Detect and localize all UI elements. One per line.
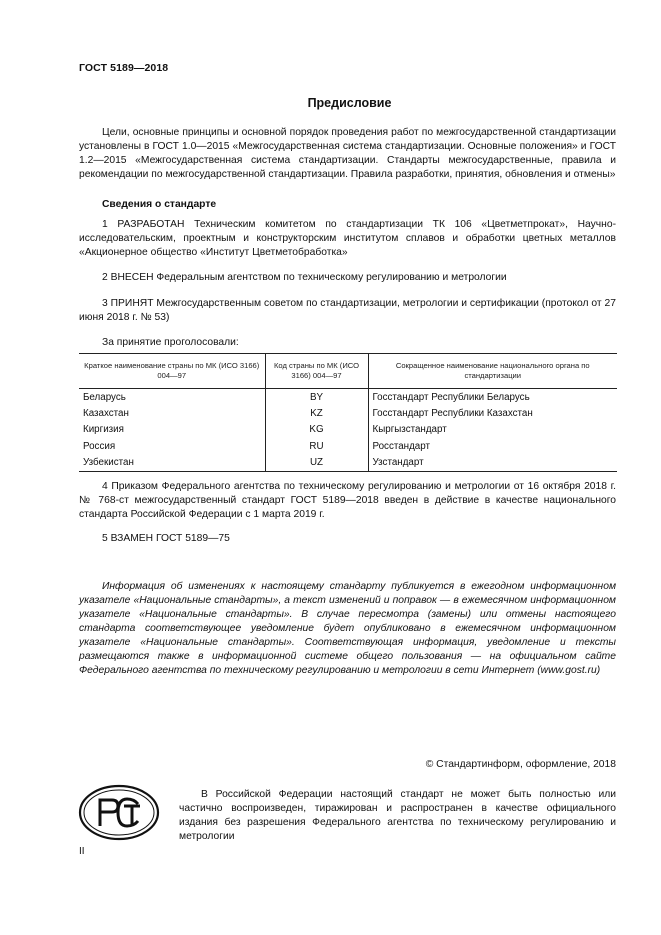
voted-label-text: За принятие проголосовали: [102,337,239,348]
page-number: II [79,846,85,857]
reproduction-notice [179,788,616,844]
rst-logo-icon [78,784,160,841]
cell-body: Кыргызстандарт [368,422,617,438]
cell-country: Киргизия [83,424,124,436]
item-developed [79,218,616,260]
cell-code: RU [265,438,368,454]
item-replaces [79,532,616,546]
table-row [79,422,617,438]
item-introduced-text: 2 ВНЕСЕН Федеральным агентством по техническому регулированию и метрологии [102,272,507,283]
document-id: ГОСТ 5189—2018 [79,62,169,74]
column-header-country: Краткое наименование страны по МК (ИСО 3166) 004—97 [79,354,265,389]
item-introduced [79,271,616,285]
table-row [79,455,617,472]
member-states-table [79,353,617,472]
cell-body: Росстандарт [368,438,617,454]
column-header-code: Код страны по МК (ИСО 3166) 004—97 [265,354,368,389]
rst-certification-logo [78,784,160,841]
section-heading: Сведения о стандарте [102,199,217,210]
item-adopted [79,297,616,325]
cell-body: Госстандарт Республики Беларусь [368,389,617,406]
changes-note-text: Информация об изменениях к настоящему стандарту публикуется в ежегодном информационном указателе «Национальные стандарты», а текст изменений и поправок — в ежемесячном информационном указателе «Национальные стандарты». В случае пересмотра (замены) или отмены настоящего стандарта соответствующее уведомление будет опубликовано в ежемесячном информационном указателе «Национальные стандарты». Соответствующая информация, уведомление и тексты размещаются также в информационной системе общего пользования — на официальном сайте Федерального агентства по техническому регулированию и метрологии в сети Интернет (www.gost.ru) [79,581,616,676]
table-row [79,405,617,421]
cell-country: Россия [83,440,116,452]
voted-label [79,336,616,350]
cell-body: Узстандарт [368,455,617,472]
changes-note [79,580,616,678]
reproduction-notice-text: В Российской Федерации настоящий стандарт не может быть полностью или частично воспроизведен, тиражирован и распространен в качестве официального издания без разрешения Федерального агентства по техническому регулированию и метрологии [179,789,616,842]
cell-code: BY [265,389,368,406]
cell-country: Казахстан [83,408,129,420]
table-row [79,389,617,406]
table-row [79,438,617,454]
item-adopted-text: 3 ПРИНЯТ Межгосударственным советом по стандартизации, метрологии и сертификации (протокол от 27 июня 2018 г. № 53) [79,298,616,323]
cell-code: UZ [265,455,368,472]
cell-country: Узбекистан [79,455,265,472]
cell-country: Беларусь [83,391,126,403]
item-developed-text: 1 РАЗРАБОТАН Техническим комитетом по стандартизации ТК 106 «Цветметпрокат», Научно-исследовательским, проектным и конструкторским институтом сплавов и обработки цветных металлов «Акционерное общество «Институт Цветметобработка» [79,219,616,258]
intro-paragraph [79,126,616,182]
intro-text: Цели, основные принципы и основной порядок проведения работ по межгосударственной стандартизации установлены в ГОСТ 1.0—2015 «Межгосударственная система стандартизации. Основные положения» и ГОСТ 1.2—2015 «Межгосударственная система стандартизации. Стандарты межгосударственные, правила и рекомендации по межгосударственной стандартизации. Правила разработки, принятия, обновления и отмены» [79,127,616,180]
item-order-text: 4 Приказом Федерального агентства по техническому регулированию и метрологии от 16 октября 2018 г. № 768-ст межгосударственный стандарт ГОСТ 5189—2018 введен в действие в качестве национального стандарта Российской Федерации с 1 марта 2019 г. [79,481,616,520]
cell-code: KZ [265,405,368,421]
table-header-row [79,354,617,389]
column-header-body: Сокращенное наименование национального органа по стандартизации [368,354,617,389]
item-replaces-text: 5 ВЗАМЕН ГОСТ 5189—75 [102,533,230,544]
cell-code: KG [265,422,368,438]
copyright: © Стандартинформ, оформление, 2018 [425,759,616,770]
cell-body: Госстандарт Республики Казахстан [368,405,617,421]
item-order [79,480,616,522]
page-title: Предисловие [307,96,392,110]
